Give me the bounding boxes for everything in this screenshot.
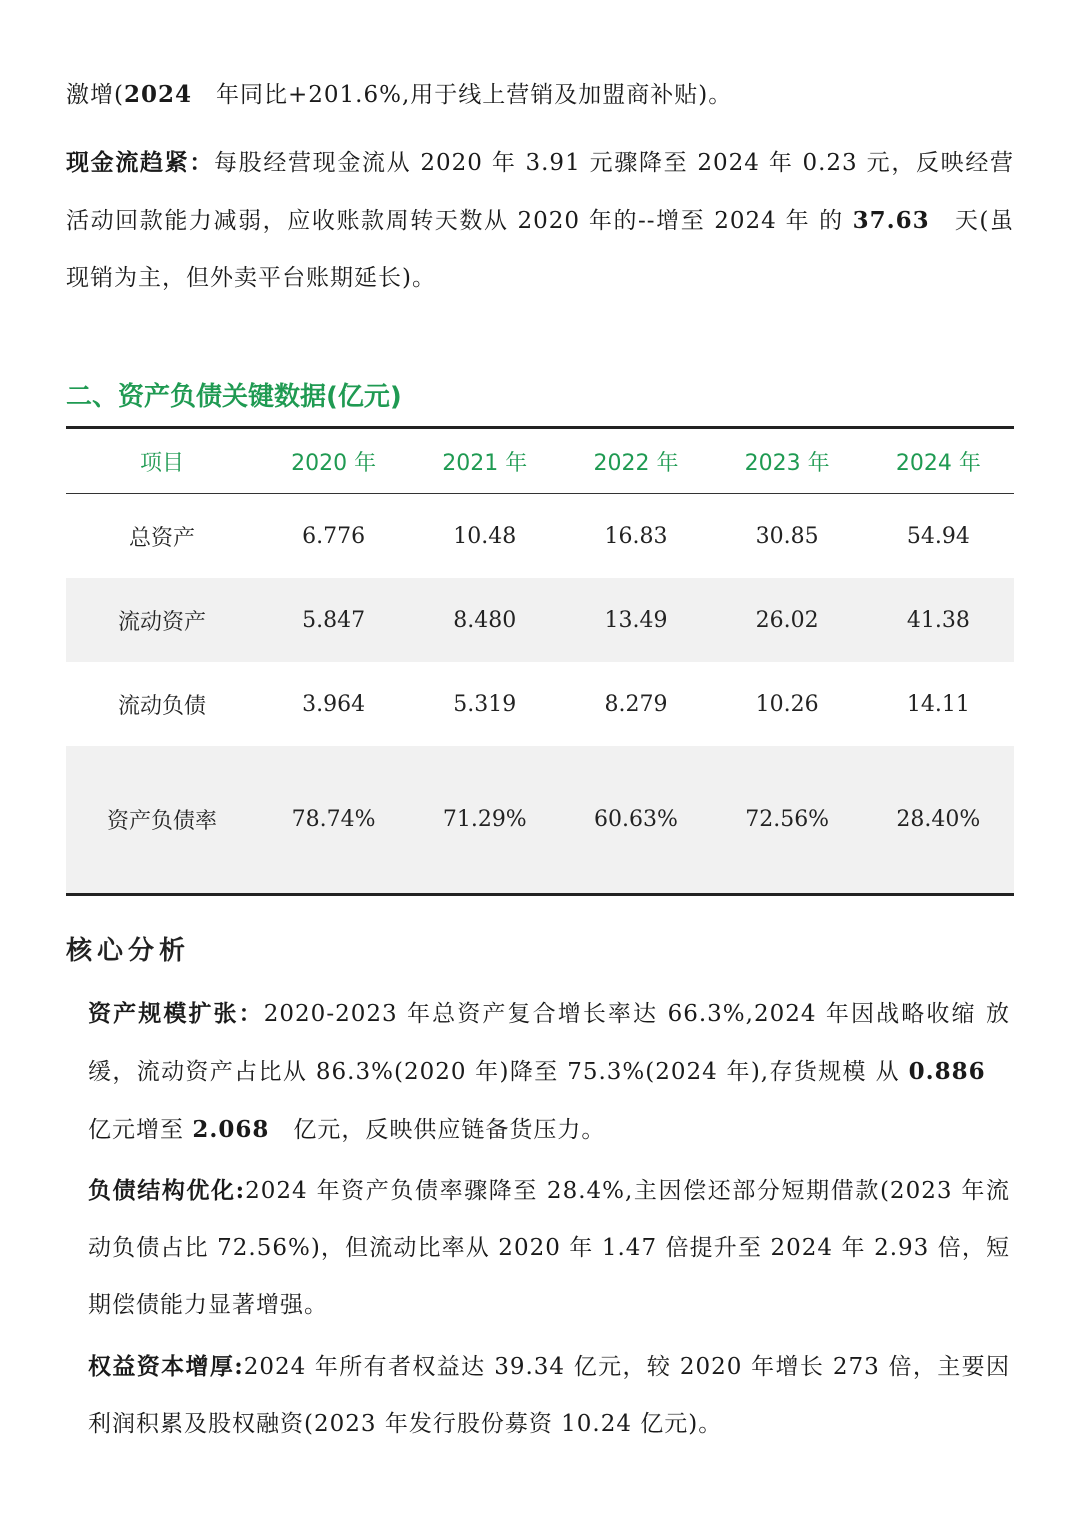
analysis-heading-liabilities: 负债结构优化:	[88, 1177, 246, 1204]
table-cell: 78.74%	[258, 746, 409, 895]
analysis-paragraph-liabilities	[88, 1162, 1010, 1334]
cashflow-paragraph	[66, 134, 1014, 307]
header-2020: 2020 年	[258, 428, 409, 494]
analysis-text: 2024 年资产负债率骤降至 28.4%,主因偿还部分短期借款(2023 年流动负债占比 72.56%)，但流动比率从 2020 年 1.47 倍提升至 2024 年 2.93 倍，短期偿债能力显著增强。	[88, 1178, 1010, 1318]
header-2022: 2022 年	[560, 428, 711, 494]
table-row	[66, 578, 1014, 662]
table-cell: 5.319	[453, 691, 517, 717]
analysis-title: 核心分析	[66, 936, 191, 966]
analysis-text: 亿元增至	[88, 1059, 1010, 1143]
intro-text: 激增(	[66, 82, 124, 108]
table-cell: 54.94	[906, 523, 970, 549]
table-cell: 30.85	[755, 523, 819, 549]
row-label: 资产负债率	[66, 746, 258, 895]
row-label: 流动负债	[117, 693, 206, 719]
analysis-text: 2024 年所有者权益达 39.34 亿元，较 2020 年增长 273 倍，主要因利润积累及股权融资(2023 年发行股份募资 10.24 亿元)。	[88, 1354, 1010, 1437]
analysis-text: 亿元，反映供应链备货压力。	[269, 1117, 606, 1143]
header-item: 项目	[66, 428, 258, 494]
row-label: 流动资产	[66, 578, 258, 662]
analysis-heading-assets: 资产规模扩张：	[88, 1000, 264, 1027]
table-cell: 14.11	[906, 691, 970, 717]
cashflow-bold-value: 37.63	[852, 207, 930, 234]
cashflow-text: 每股经营现金流从 2020 年 3.91 元骤降至 2024 年 0.23 元，反映经营活动回款能力减弱，应收账款周转天数从 2020 年的--增至 2024 年 的	[66, 150, 1015, 234]
balance-sheet-table	[66, 426, 1014, 896]
intro-text-rest: 年同比+201.6%,用于线上营销及加盟商补贴)。	[192, 82, 733, 108]
analysis-heading-equity: 权益资本增厚:	[88, 1353, 244, 1380]
table-cell: 71.29%	[409, 746, 560, 895]
intro-bold-year: 2024	[123, 81, 192, 108]
table-cell: 41.38	[863, 578, 1014, 662]
table-cell: 10.48	[453, 523, 517, 549]
table-cell: 72.56%	[712, 746, 863, 895]
table-cell: 10.26	[755, 691, 819, 717]
table-cell: 60.63%	[560, 746, 711, 895]
analysis-bold-value: 0.886	[908, 1058, 986, 1085]
header-2024: 2024 年	[863, 428, 1014, 494]
analysis-paragraph-equity	[88, 1338, 1010, 1453]
table-cell: 16.83	[604, 523, 668, 549]
intro-paragraph	[66, 66, 1014, 124]
analysis-paragraph-assets	[88, 985, 1010, 1159]
row-label: 总资产	[128, 525, 195, 551]
table-row	[66, 746, 1014, 895]
analysis-bold-value: 2.068	[192, 1116, 270, 1143]
table-cell: 6.776	[302, 523, 366, 549]
table-cell: 5.847	[258, 578, 409, 662]
table-cell: 8.279	[604, 691, 668, 717]
header-2021: 2021 年	[409, 428, 560, 494]
table-cell: 26.02	[712, 578, 863, 662]
table-cell: 28.40%	[863, 746, 1014, 895]
table-cell: 8.480	[409, 578, 560, 662]
table-row	[66, 494, 1014, 579]
table-cell: 3.964	[302, 691, 366, 717]
table-row	[66, 662, 1014, 746]
header-2023: 2023 年	[712, 428, 863, 494]
table-cell: 13.49	[560, 578, 711, 662]
table-header-row	[66, 428, 1014, 494]
section-title: 二、资产负债关键数据(亿元)	[66, 382, 402, 412]
cashflow-text-rest: 天(虽现销为主，但外卖平台账期延长)。	[66, 208, 1014, 291]
analysis-text: 2020-2023 年总资产复合增长率达 66.3%,2024 年因战略收缩 放缓，流动资产占比从 86.3%(2020 年)降至 75.3%(2024 年),存货规模 从	[88, 1001, 1010, 1085]
cashflow-heading: 现金流趋紧：	[66, 149, 215, 176]
